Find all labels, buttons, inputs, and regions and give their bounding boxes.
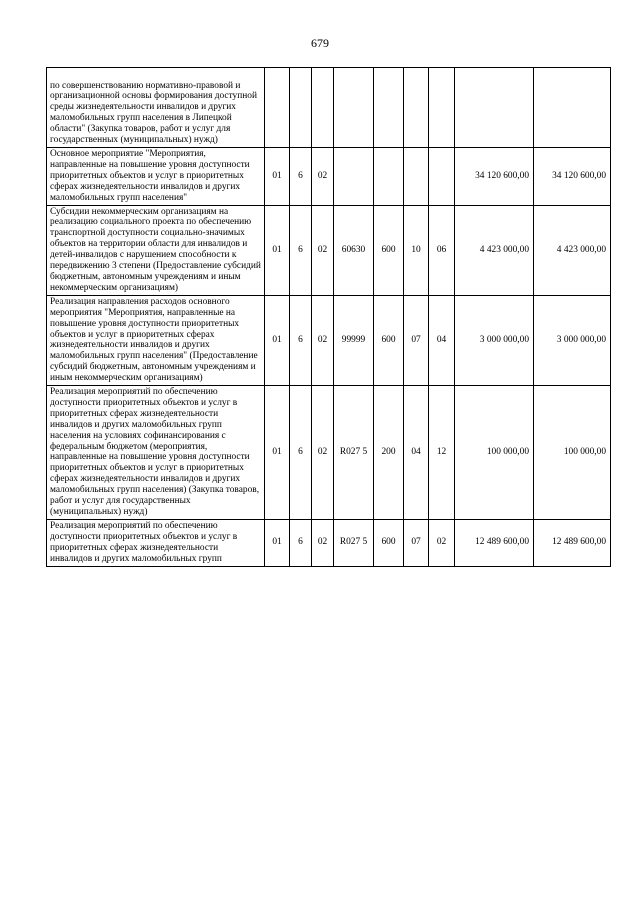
cell-code-7 [429,68,455,148]
cell-code-4: 99999 [334,295,374,385]
cell-code-7: 12 [429,386,455,520]
cell-code-2: 6 [290,386,312,520]
cell-code-5: 600 [374,205,404,295]
cell-sum-1: 12 489 600,00 [455,519,534,566]
cell-code-4: R027 5 [334,386,374,520]
cell-code-5: 200 [374,386,404,520]
cell-code-1: 01 [265,386,290,520]
cell-code-6: 07 [404,519,429,566]
budget-table [46,67,611,567]
cell-code-6: 10 [404,205,429,295]
cell-code-7: 02 [429,519,455,566]
table-row [47,295,611,385]
cell-sum-2: 34 120 600,00 [534,148,611,206]
row-name: Субсидии некоммерческим организациям на реализацию социального проекта по обеспечению транспортной доступности социально-значимых объектов на территории области для инвалидов и детей-инвалидов с нарушением способности к передвижению 3 степени (Предоставление субсидий бюджетным, автономным учреждениям и иным некоммерческим организациям) [47,205,265,295]
cell-code-6 [404,68,429,148]
cell-sum-2 [534,68,611,148]
table-row [47,205,611,295]
cell-code-4 [334,148,374,206]
cell-sum-1: 34 120 600,00 [455,148,534,206]
cell-code-3: 02 [312,205,334,295]
cell-code-5 [374,148,404,206]
table-row [47,386,611,520]
cell-sum-1: 4 423 000,00 [455,205,534,295]
cell-code-3: 02 [312,386,334,520]
cell-code-6: 04 [404,386,429,520]
table-row [47,519,611,566]
cell-sum-2: 12 489 600,00 [534,519,611,566]
cell-code-5: 600 [374,295,404,385]
cell-code-7 [429,148,455,206]
cell-code-4 [334,68,374,148]
cell-code-2: 6 [290,519,312,566]
cell-code-5 [374,68,404,148]
cell-code-1: 01 [265,519,290,566]
row-name: Реализация мероприятий по обеспечению доступности приоритетных объектов и услуг в приоритетных сферах жизнедеятельности инвалидов и других маломобильных групп населения на условиях софинансирования с федеральным бюджетом (мероприятия, направленные на повышение уровня доступности приоритетных объектов и услуг в приоритетных сферах жизнедеятельности инвалидов и других маломобильных групп населения) (Закупка товаров, работ и услуг для государственных (муниципальных) нужд) [47,386,265,520]
cell-code-2 [290,68,312,148]
cell-code-1: 01 [265,205,290,295]
cell-code-7: 04 [429,295,455,385]
cell-code-2: 6 [290,205,312,295]
cell-code-4: 60630 [334,205,374,295]
cell-sum-2: 100 000,00 [534,386,611,520]
cell-sum-1: 3 000 000,00 [455,295,534,385]
cell-code-3: 02 [312,519,334,566]
cell-code-2: 6 [290,295,312,385]
row-name: по совершенствованию нормативно-правовой и организационной основы формирования доступной среды жизнедеятельности инвалидов и других маломобильных групп населения в Липецкой области" (Закупка товаров, работ и услуг для государственных (муниципальных) нужд) [47,68,265,148]
cell-code-6: 07 [404,295,429,385]
cell-code-4: R027 5 [334,519,374,566]
cell-code-1: 01 [265,295,290,385]
cell-code-1: 01 [265,148,290,206]
cell-code-2: 6 [290,148,312,206]
cell-sum-1: 100 000,00 [455,386,534,520]
cell-sum-2: 3 000 000,00 [534,295,611,385]
cell-code-3 [312,68,334,148]
cell-sum-1 [455,68,534,148]
row-name: Основное мероприятие "Мероприятия, направленные на повышение уровня доступности приоритетных объектов и услуг в приоритетных сферах жизнедеятельности инвалидов и других маломобильных групп населения" [47,148,265,206]
cell-sum-2: 4 423 000,00 [534,205,611,295]
cell-code-5: 600 [374,519,404,566]
row-name: Реализация направления расходов основного мероприятия "Мероприятия, направленные на повышение уровня доступности приоритетных объектов и услуг в приоритетных сферах жизнедеятельности инвалидов и других маломобильных групп населения" (Предоставление субсидий бюджетным, автономным учреждениям и иным некоммерческим организациям) [47,295,265,385]
row-name: Реализация мероприятий по обеспечению доступности приоритетных объектов и услуг в приоритетных сферах жизнедеятельности инвалидов и других маломобильных групп [47,519,265,566]
table-row [47,148,611,206]
cell-code-1 [265,68,290,148]
cell-code-3: 02 [312,148,334,206]
page-number: 679 [311,36,329,50]
cell-code-3: 02 [312,295,334,385]
table-row [47,68,611,148]
cell-code-7: 06 [429,205,455,295]
cell-code-6 [404,148,429,206]
